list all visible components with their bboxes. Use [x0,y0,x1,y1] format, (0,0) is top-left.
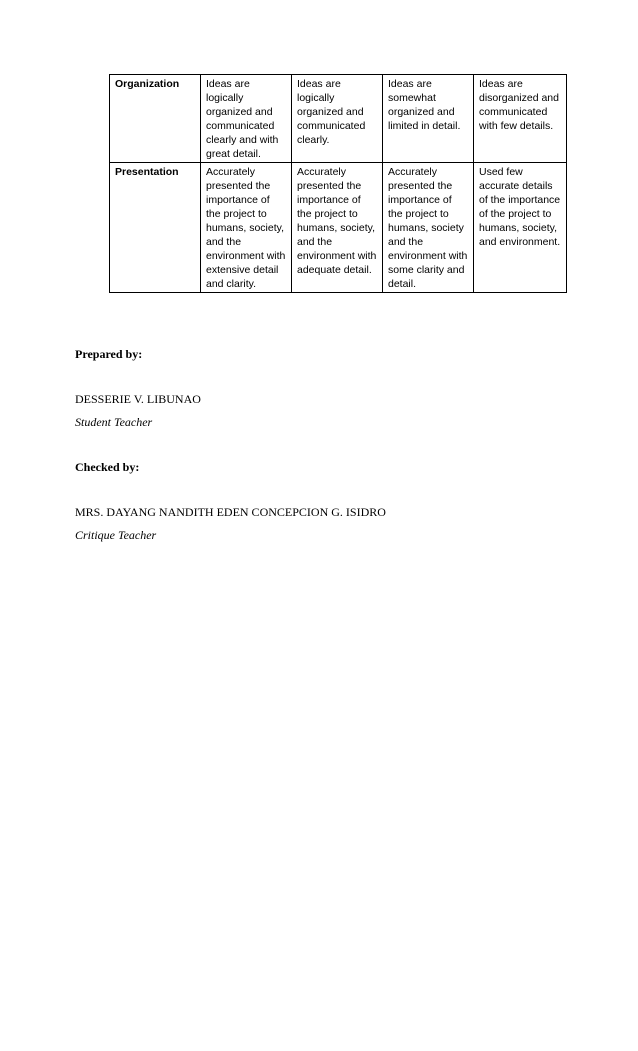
rubric-table [109,74,567,293]
checked-by-label: Checked by: [75,460,140,474]
rubric-cell: Ideas are logically organized and communicated clearly and with great detail. [201,75,292,163]
prepared-by-label: Prepared by: [75,347,143,361]
checked-by-name: MRS. DAYANG NANDITH EDEN CONCEPCION G. ISIDRO [75,505,386,519]
checked-by-title: Critique Teacher [75,528,157,542]
rubric-cell: Accurately presented the importance of the project to humans, society, and the environment with adequate detail. [292,163,383,293]
rubric-cell: Accurately presented the importance of the project to humans, society and the environment with some clarity and detail. [383,163,474,293]
rubric-cell: Used few accurate details of the importance of the project to humans, society, and environment. [474,163,567,293]
rubric-cell: Ideas are logically organized and communicated clearly. [292,75,383,163]
rubric-cell: Accurately presented the importance of the project to humans, society, and the environment with extensive detail and clarity. [201,163,292,293]
prepared-by-title: Student Teacher [75,415,153,429]
rubric-row-organization [110,75,567,163]
rubric-cell: Ideas are somewhat organized and limited in detail. [383,75,474,163]
criterion-cell: Presentation [110,163,201,293]
rubric-row-presentation [110,163,567,293]
criterion-cell: Organization [110,75,201,163]
rubric-cell: Ideas are disorganized and communicated with few details. [474,75,567,163]
prepared-by-name: DESSERIE V. LIBUNAO [75,392,201,406]
